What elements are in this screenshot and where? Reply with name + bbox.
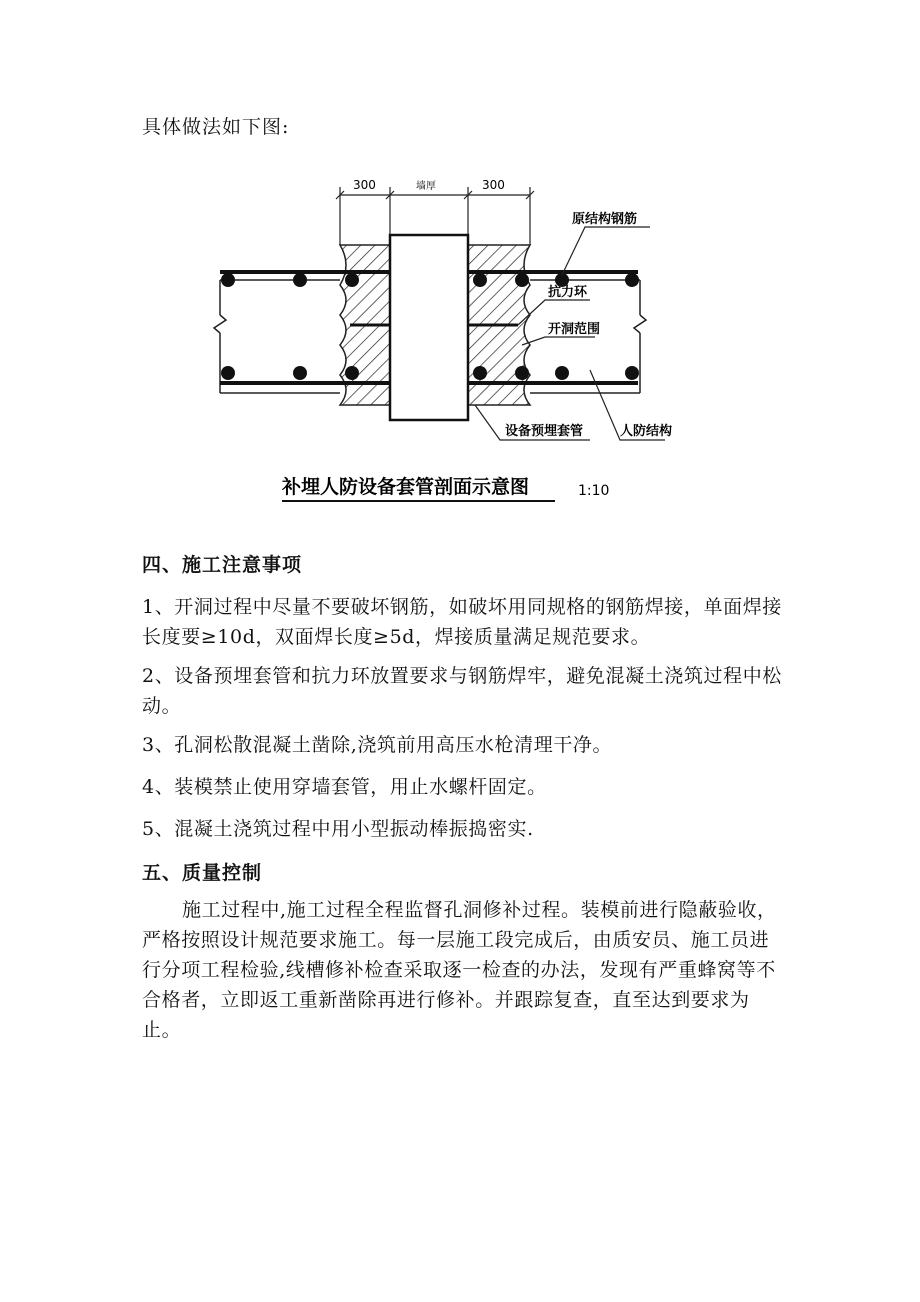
intro-text: 具体做法如下图:: [142, 116, 290, 138]
figure-scale: 1:10: [578, 483, 610, 499]
label-civil-defense-structure: 人防结构: [620, 424, 673, 439]
embedded-sleeve: [390, 235, 468, 420]
section-diagram: [200, 165, 720, 510]
section4-item-4: 4、装模禁止使用穿墙套管，用止水螺杆固定。: [142, 776, 547, 798]
section4-item-5: 5、混凝土浇筑过程中用小型振动棒振捣密实.: [142, 818, 534, 840]
dim-label-right: 300: [482, 178, 505, 192]
label-embedded-sleeve: 设备预埋套管: [505, 424, 584, 439]
dim-label-left: 300: [353, 178, 376, 192]
label-opening-range: 开洞范围: [548, 322, 601, 337]
label-original-rebar: 原结构钢筋: [572, 212, 638, 227]
figure-caption: 补埋人防设备套管剖面示意图: [282, 476, 530, 498]
section5-heading: 五、质量控制: [142, 862, 263, 884]
dim-label-middle: 墙厚: [416, 181, 436, 192]
section4-item-1: 1、开洞过程中尽量不要破坏钢筋，如破坏用同规格的钢筋焊接，单面焊接长度要≥10d，双面焊长度≥5d，焊接质量满足规范要求。: [142, 596, 782, 648]
label-force-ring: 抗力环: [548, 285, 588, 300]
section4-item-2: 2、设备预埋套管和抗力环放置要求与钢筋焊牢，避免混凝土浇筑过程中松动。: [142, 665, 782, 717]
section4-item-3: 3、孔洞松散混凝土凿除,浇筑前用高压水枪清理干净。: [142, 734, 613, 756]
section5-body: 施工过程中,施工过程全程监督孔洞修补过程。装模前进行隐蔽验收，严格按照设计规范要求施工。每一层施工段完成后，由质安员、施工员进行分项工程检验,线槽修补检查采取逐一检查的办法，发现有严重蜂窝等不合格者，立即返工重新凿除再进行修补。并跟踪复查，直至达到要求为止。: [142, 899, 777, 1041]
section4-heading: 四、施工注意事项: [142, 554, 303, 576]
